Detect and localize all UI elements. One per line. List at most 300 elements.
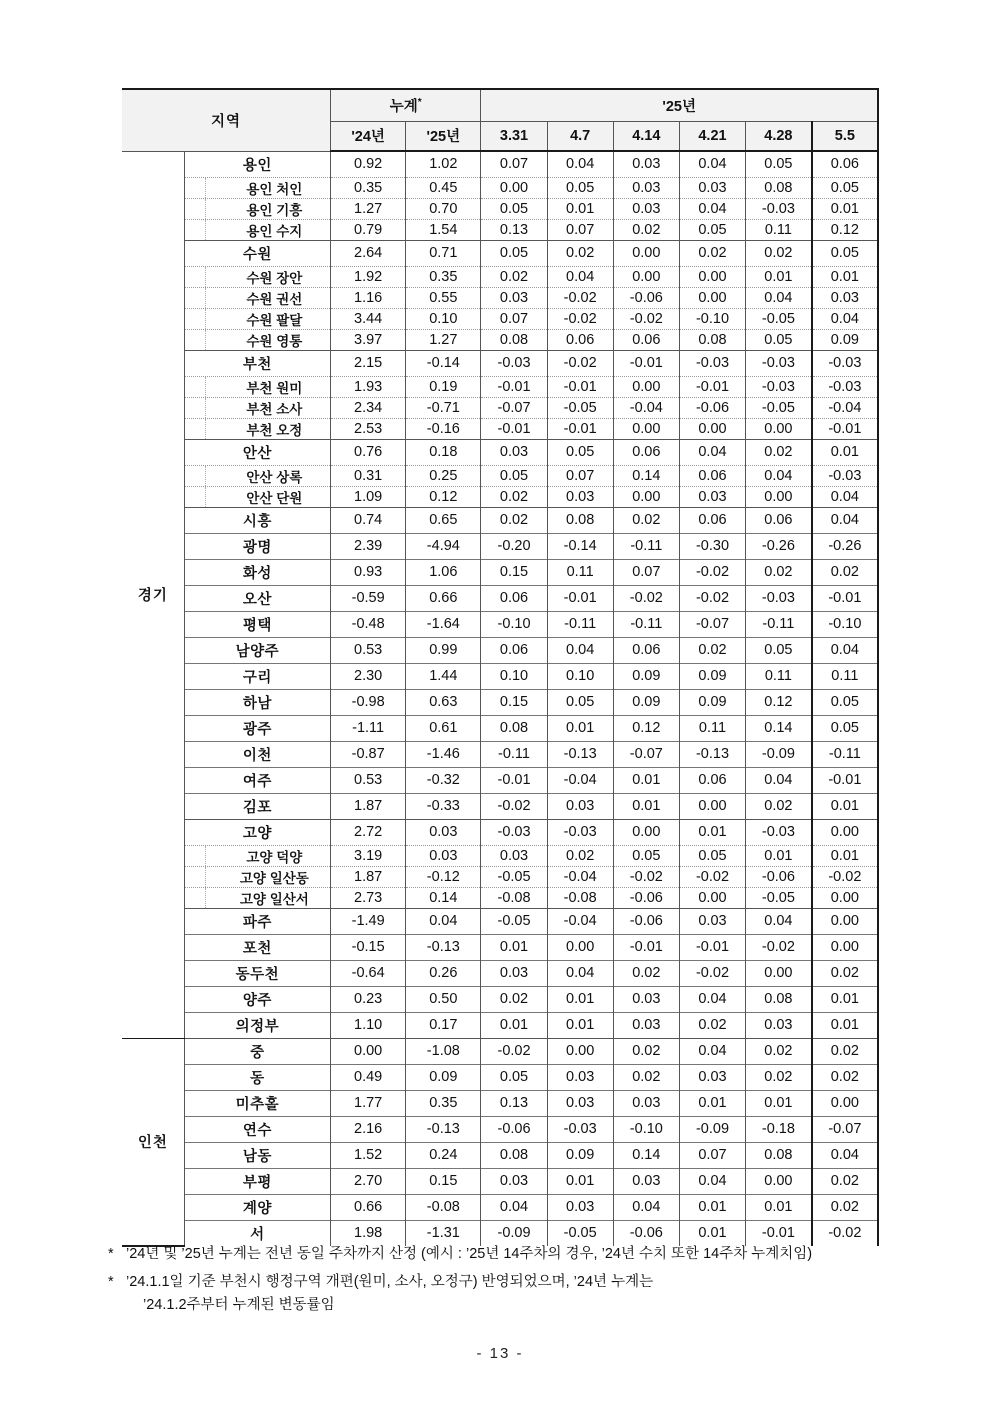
cell-value: 0.13 <box>481 1090 547 1116</box>
cell-value: 0.01 <box>812 986 878 1012</box>
table-row <box>122 908 878 934</box>
cell-value: -0.02 <box>679 960 745 986</box>
cell-value: 0.66 <box>331 1194 406 1220</box>
header-cum-2024: '24년 <box>331 121 406 151</box>
area-label: 계양 <box>184 1194 330 1220</box>
cell-value: 0.03 <box>547 1194 613 1220</box>
cell-value: 0.02 <box>613 1064 679 1090</box>
cell-value: -0.13 <box>406 1116 481 1142</box>
cell-value: 0.03 <box>746 1012 812 1038</box>
area-label: 남양주 <box>184 637 330 663</box>
cell-value: 0.06 <box>679 465 745 486</box>
cell-value: -0.01 <box>679 376 745 397</box>
cell-value: 0.45 <box>406 177 481 198</box>
table-row <box>122 934 878 960</box>
cell-value: 0.35 <box>331 177 406 198</box>
cell-value: 0.05 <box>812 715 878 741</box>
cell-value: 0.02 <box>481 507 547 533</box>
cell-value: 1.92 <box>331 266 406 287</box>
area-label: 부천 <box>184 350 330 376</box>
regional-index-table <box>122 88 879 1247</box>
cell-value: 0.03 <box>613 198 679 219</box>
cell-value: 0.01 <box>746 266 812 287</box>
cell-value: 0.05 <box>746 329 812 350</box>
cell-value: -1.64 <box>406 611 481 637</box>
cell-value: 0.12 <box>406 486 481 507</box>
cell-value: 0.06 <box>679 767 745 793</box>
table-row <box>122 637 878 663</box>
header-week-0331: 3.31 <box>481 121 547 151</box>
area-label: 구리 <box>184 663 330 689</box>
table-row <box>122 1064 878 1090</box>
cell-value: 0.71 <box>406 240 481 266</box>
cell-value: 0.53 <box>331 637 406 663</box>
table-row <box>122 240 878 266</box>
cell-value: 0.04 <box>812 1142 878 1168</box>
area-label: 용인 수지 <box>184 219 330 240</box>
cell-value: 0.04 <box>679 198 745 219</box>
cell-value: -0.59 <box>331 585 406 611</box>
cell-value: 0.02 <box>812 960 878 986</box>
cell-value: 0.03 <box>613 151 679 177</box>
cell-value: 0.04 <box>679 439 745 465</box>
cell-value: -0.87 <box>331 741 406 767</box>
table-row <box>122 507 878 533</box>
cell-value: 0.00 <box>613 240 679 266</box>
cell-value: 0.09 <box>679 689 745 715</box>
cell-value: -0.01 <box>481 418 547 439</box>
cell-value: -0.04 <box>547 908 613 934</box>
cell-value: 0.14 <box>406 887 481 908</box>
cell-value: -0.03 <box>812 465 878 486</box>
area-label: 양주 <box>184 986 330 1012</box>
cell-value: 0.01 <box>812 793 878 819</box>
cell-value: 0.00 <box>331 1038 406 1064</box>
cell-value: 0.12 <box>613 715 679 741</box>
cell-value: 0.00 <box>613 266 679 287</box>
cell-value: 0.01 <box>812 845 878 866</box>
cell-value: 0.26 <box>406 960 481 986</box>
cell-value: 0.09 <box>547 1142 613 1168</box>
area-label: 용인 처인 <box>184 177 330 198</box>
cell-value: -0.10 <box>481 611 547 637</box>
area-label: 평택 <box>184 611 330 637</box>
cell-value: -0.14 <box>547 533 613 559</box>
header-week-0421: 4.21 <box>679 121 745 151</box>
cell-value: -0.02 <box>812 866 878 887</box>
table-row <box>122 465 878 486</box>
page-number: - 13 - <box>476 1345 524 1362</box>
table-row <box>122 151 878 177</box>
cell-value: -0.02 <box>679 866 745 887</box>
cell-value: 0.00 <box>812 934 878 960</box>
cell-value: -0.06 <box>613 1220 679 1246</box>
table-row <box>122 533 878 559</box>
cell-value: 0.03 <box>406 845 481 866</box>
cell-value: 0.01 <box>613 793 679 819</box>
table-row <box>122 819 878 845</box>
cell-value: 0.05 <box>679 845 745 866</box>
cell-value: 0.01 <box>679 819 745 845</box>
cell-value: 0.02 <box>613 960 679 986</box>
cell-value: -0.48 <box>331 611 406 637</box>
cell-value: -0.01 <box>613 934 679 960</box>
header-row-top <box>122 89 878 121</box>
table-row <box>122 559 878 585</box>
table-row <box>122 376 878 397</box>
cell-value: 0.14 <box>613 1142 679 1168</box>
cell-value: 0.31 <box>331 465 406 486</box>
cell-value: -0.10 <box>613 1116 679 1142</box>
cell-value: 0.02 <box>679 1012 745 1038</box>
cell-value: 0.09 <box>613 689 679 715</box>
cell-value: -1.46 <box>406 741 481 767</box>
cell-value: 1.27 <box>331 198 406 219</box>
cell-value: 0.01 <box>812 1012 878 1038</box>
cell-value: -0.06 <box>613 908 679 934</box>
area-label: 수원 영통 <box>184 329 330 350</box>
area-label: 이천 <box>184 741 330 767</box>
cell-value: 0.11 <box>812 663 878 689</box>
footnote-marker: * <box>108 1274 114 1291</box>
cell-value: 0.08 <box>679 329 745 350</box>
cell-value: -0.05 <box>547 1220 613 1246</box>
cell-value: 0.03 <box>481 1168 547 1194</box>
cell-value: 0.02 <box>679 240 745 266</box>
cell-value: 2.34 <box>331 397 406 418</box>
cell-value: 0.79 <box>331 219 406 240</box>
area-label: 광주 <box>184 715 330 741</box>
cell-value: 0.01 <box>547 715 613 741</box>
footnote-line1: ’24년 및 ’25년 누계는 전년 동일 주차까지 산정 (예시 : ’25년 14주차의 경우, ’24년 수치 또한 14주차 누계치임) <box>126 1246 813 1262</box>
cell-value: 1.27 <box>406 329 481 350</box>
table-row <box>122 689 878 715</box>
cell-value: -0.03 <box>481 819 547 845</box>
cell-value: -0.11 <box>481 741 547 767</box>
area-label: 안산 단원 <box>184 486 330 507</box>
cell-value: 0.03 <box>679 486 745 507</box>
cell-value: 0.06 <box>613 637 679 663</box>
cell-value: -0.08 <box>406 1194 481 1220</box>
cell-value: 0.93 <box>331 559 406 585</box>
cell-value: 0.07 <box>679 1142 745 1168</box>
cell-value: -0.01 <box>547 376 613 397</box>
cell-value: -0.02 <box>613 308 679 329</box>
cell-value: 0.00 <box>812 908 878 934</box>
cell-value: 0.03 <box>481 960 547 986</box>
cell-value: 0.05 <box>481 198 547 219</box>
area-label: 수원 권선 <box>184 287 330 308</box>
cell-value: -0.26 <box>746 533 812 559</box>
area-label: 연수 <box>184 1116 330 1142</box>
cell-value: -0.05 <box>746 887 812 908</box>
area-label: 남동 <box>184 1142 330 1168</box>
cell-value: 0.02 <box>746 559 812 585</box>
cell-value: -0.08 <box>547 887 613 908</box>
cell-value: 0.00 <box>746 1168 812 1194</box>
cell-value: -0.98 <box>331 689 406 715</box>
cell-value: 0.03 <box>481 287 547 308</box>
region-label: 인천 <box>122 1038 184 1246</box>
cell-value: 0.04 <box>679 151 745 177</box>
area-label: 부평 <box>184 1168 330 1194</box>
area-label: 부천 오정 <box>184 418 330 439</box>
cell-value: 0.03 <box>613 1168 679 1194</box>
cell-value: 0.09 <box>679 663 745 689</box>
cell-value: -0.33 <box>406 793 481 819</box>
cell-value: 1.77 <box>331 1090 406 1116</box>
area-label: 포천 <box>184 934 330 960</box>
cell-value: 3.44 <box>331 308 406 329</box>
cell-value: 0.04 <box>406 908 481 934</box>
cell-value: 0.00 <box>613 376 679 397</box>
cell-value: -0.71 <box>406 397 481 418</box>
cell-value: 0.06 <box>547 329 613 350</box>
cell-value: 0.05 <box>547 689 613 715</box>
area-label: 수원 장안 <box>184 266 330 287</box>
cell-value: 0.02 <box>547 240 613 266</box>
area-label: 동 <box>184 1064 330 1090</box>
cell-value: 0.06 <box>679 507 745 533</box>
table-row <box>122 198 878 219</box>
cell-value: 0.53 <box>331 767 406 793</box>
cell-value: -0.02 <box>679 559 745 585</box>
cell-value: 0.23 <box>331 986 406 1012</box>
cell-value: 0.01 <box>481 934 547 960</box>
cell-value: -0.11 <box>613 611 679 637</box>
table-row <box>122 219 878 240</box>
area-label: 고양 <box>184 819 330 845</box>
cell-value: -0.11 <box>812 741 878 767</box>
area-label: 김포 <box>184 793 330 819</box>
cell-value: -0.13 <box>679 741 745 767</box>
cell-value: 0.02 <box>812 559 878 585</box>
cell-value: -0.04 <box>613 397 679 418</box>
cell-value: -0.06 <box>613 287 679 308</box>
cell-value: -0.07 <box>613 741 679 767</box>
cell-value: 1.10 <box>331 1012 406 1038</box>
table-row <box>122 793 878 819</box>
cell-value: 2.53 <box>331 418 406 439</box>
cell-value: 0.14 <box>613 465 679 486</box>
area-label: 안산 <box>184 439 330 465</box>
cell-value: 0.14 <box>746 715 812 741</box>
footnote <box>108 1271 908 1316</box>
cell-value: 0.02 <box>613 219 679 240</box>
cell-value: -0.15 <box>331 934 406 960</box>
cell-value: 0.50 <box>406 986 481 1012</box>
cell-value: 2.70 <box>331 1168 406 1194</box>
area-label: 하남 <box>184 689 330 715</box>
cell-value: 0.05 <box>613 845 679 866</box>
cell-value: 0.00 <box>481 177 547 198</box>
cell-value: 0.02 <box>613 1038 679 1064</box>
area-label: 고양 덕양 <box>184 845 330 866</box>
cell-value: 0.06 <box>613 329 679 350</box>
cell-value: 0.08 <box>481 1142 547 1168</box>
cell-value: 1.44 <box>406 663 481 689</box>
cell-value: 0.11 <box>746 219 812 240</box>
table-row <box>122 1142 878 1168</box>
cell-value: 0.04 <box>547 151 613 177</box>
table-row <box>122 663 878 689</box>
cell-value: 0.06 <box>812 151 878 177</box>
footnote-marker: * <box>108 1246 114 1262</box>
cell-value: 0.07 <box>481 151 547 177</box>
cell-value: 0.99 <box>406 637 481 663</box>
table-row <box>122 1038 878 1064</box>
cell-value: 0.05 <box>547 177 613 198</box>
table-row <box>122 329 878 350</box>
table-row <box>122 1116 878 1142</box>
cell-value: 0.24 <box>406 1142 481 1168</box>
cell-value: 0.02 <box>679 637 745 663</box>
area-label: 파주 <box>184 908 330 934</box>
cell-value: -0.01 <box>613 350 679 376</box>
cell-value: 0.92 <box>331 151 406 177</box>
cell-value: 1.52 <box>331 1142 406 1168</box>
cell-value: 0.00 <box>679 287 745 308</box>
header-year-group: '25년 <box>481 89 878 121</box>
cell-value: -0.07 <box>481 397 547 418</box>
cell-value: -0.09 <box>481 1220 547 1246</box>
cell-value: 0.03 <box>547 486 613 507</box>
cell-value: 0.03 <box>613 177 679 198</box>
area-label: 여주 <box>184 767 330 793</box>
cell-value: -1.08 <box>406 1038 481 1064</box>
cell-value: 0.15 <box>406 1168 481 1194</box>
cell-value: -0.03 <box>481 350 547 376</box>
cell-value: -0.32 <box>406 767 481 793</box>
cell-value: 0.04 <box>679 986 745 1012</box>
footnotes <box>108 1243 908 1322</box>
area-label: 의정부 <box>184 1012 330 1038</box>
cell-value: 0.01 <box>679 1194 745 1220</box>
cell-value: 0.05 <box>481 1064 547 1090</box>
cell-value: 0.63 <box>406 689 481 715</box>
cell-value: -0.02 <box>481 1038 547 1064</box>
cell-value: 0.01 <box>613 767 679 793</box>
cell-value: -0.03 <box>812 376 878 397</box>
table-row <box>122 439 878 465</box>
cell-value: 0.17 <box>406 1012 481 1038</box>
cell-value: 0.02 <box>812 1194 878 1220</box>
cell-value: 0.02 <box>746 240 812 266</box>
cell-value: 0.03 <box>481 439 547 465</box>
cell-value: 0.11 <box>746 663 812 689</box>
cell-value: 0.00 <box>812 1090 878 1116</box>
cell-value: -0.07 <box>812 1116 878 1142</box>
cell-value: 0.05 <box>481 465 547 486</box>
cell-value: 0.04 <box>812 308 878 329</box>
cell-value: 0.04 <box>746 465 812 486</box>
table-row <box>122 960 878 986</box>
cell-value: -0.01 <box>679 934 745 960</box>
cell-value: 0.01 <box>812 439 878 465</box>
table-row <box>122 585 878 611</box>
cell-value: 0.04 <box>812 637 878 663</box>
cell-value: -0.03 <box>679 350 745 376</box>
area-label: 광명 <box>184 533 330 559</box>
cell-value: -0.02 <box>613 866 679 887</box>
cell-value: -0.02 <box>481 793 547 819</box>
header-week-0414: 4.14 <box>613 121 679 151</box>
cell-value: 0.10 <box>481 663 547 689</box>
cell-value: 0.04 <box>746 287 812 308</box>
cell-value: -0.05 <box>746 308 812 329</box>
cell-value: 0.09 <box>613 663 679 689</box>
cell-value: 0.05 <box>547 439 613 465</box>
table-row <box>122 308 878 329</box>
cell-value: -0.05 <box>481 908 547 934</box>
cell-value: 1.16 <box>331 287 406 308</box>
cell-value: -0.30 <box>679 533 745 559</box>
cell-value: -0.05 <box>746 397 812 418</box>
table-row <box>122 1194 878 1220</box>
cell-value: 0.00 <box>679 793 745 819</box>
cell-value: 0.00 <box>613 418 679 439</box>
cell-value: 2.16 <box>331 1116 406 1142</box>
cell-value: 2.73 <box>331 887 406 908</box>
cell-value: 0.61 <box>406 715 481 741</box>
header-cumulative <box>331 89 481 121</box>
cell-value: 0.07 <box>547 465 613 486</box>
cell-value: -0.01 <box>547 418 613 439</box>
cell-value: 0.66 <box>406 585 481 611</box>
cell-value: 0.04 <box>812 486 878 507</box>
cell-value: 0.00 <box>547 934 613 960</box>
footnote-text <box>126 1271 908 1316</box>
table-body <box>122 151 878 1246</box>
cell-value: 1.09 <box>331 486 406 507</box>
cell-value: 0.01 <box>547 198 613 219</box>
header-cum-2025: '25년 <box>406 121 481 151</box>
cell-value: 0.15 <box>481 689 547 715</box>
table-row <box>122 1090 878 1116</box>
cell-value: 0.02 <box>481 266 547 287</box>
cell-value: 0.02 <box>746 1038 812 1064</box>
cell-value: -0.03 <box>547 1116 613 1142</box>
cell-value: 3.19 <box>331 845 406 866</box>
cell-value: 0.05 <box>746 151 812 177</box>
cell-value: -0.20 <box>481 533 547 559</box>
cell-value: 0.05 <box>679 219 745 240</box>
cell-value: 1.93 <box>331 376 406 397</box>
cell-value: 0.05 <box>812 177 878 198</box>
cell-value: -0.01 <box>812 767 878 793</box>
cell-value: 0.70 <box>406 198 481 219</box>
cell-value: -0.16 <box>406 418 481 439</box>
cell-value: 2.64 <box>331 240 406 266</box>
cell-value: -0.02 <box>679 585 745 611</box>
cell-value: -0.64 <box>331 960 406 986</box>
cell-value: 3.97 <box>331 329 406 350</box>
area-label: 고양 일산서 <box>184 887 330 908</box>
footnote-text <box>126 1243 908 1265</box>
region-label: 경기 <box>122 151 184 1038</box>
cell-value: -0.02 <box>613 585 679 611</box>
cell-value: 0.01 <box>746 845 812 866</box>
table-row <box>122 741 878 767</box>
cell-value: 0.08 <box>547 507 613 533</box>
cell-value: 0.12 <box>746 689 812 715</box>
cell-value: 0.04 <box>746 908 812 934</box>
cell-value: 2.30 <box>331 663 406 689</box>
cell-value: 1.87 <box>331 866 406 887</box>
table-row <box>122 887 878 908</box>
cell-value: 0.01 <box>481 1012 547 1038</box>
cell-value: -0.06 <box>679 397 745 418</box>
